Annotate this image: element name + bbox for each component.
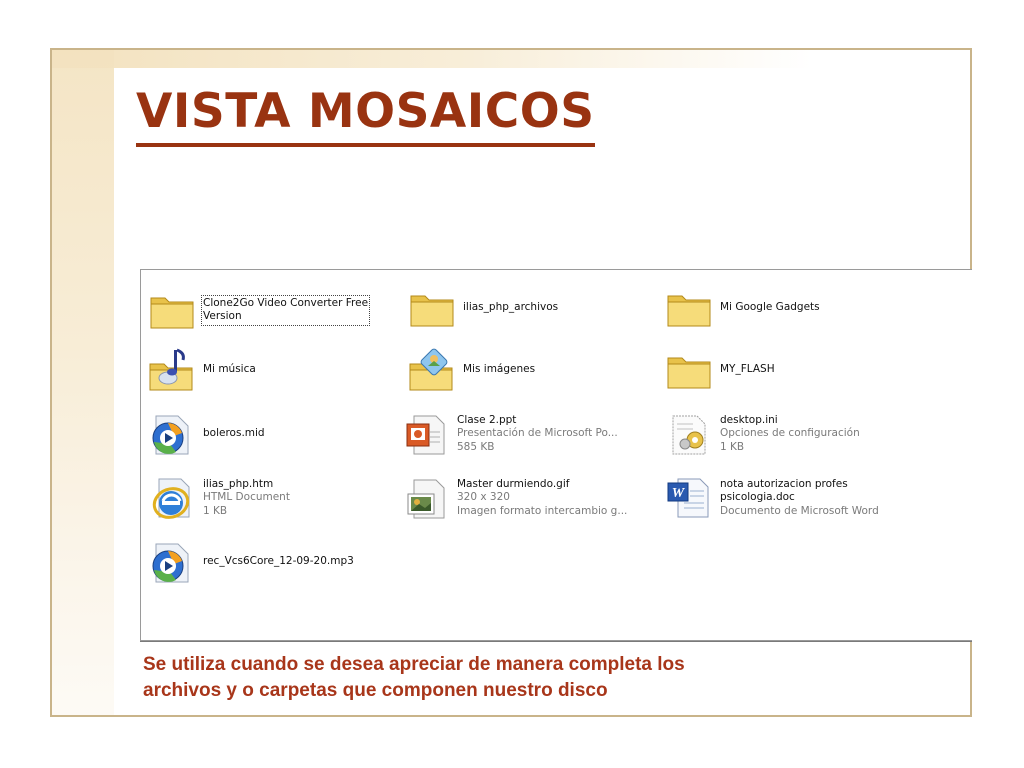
tile-nota-autorizacion-doc[interactable] <box>663 470 879 526</box>
tile-file-type: Opciones de configuración <box>720 427 860 440</box>
tile-clone2go-folder[interactable] <box>146 282 368 338</box>
tile-rec-vcs6core-mp3[interactable] <box>146 534 354 590</box>
tile-name: Version <box>203 310 242 322</box>
powerpoint-file-icon <box>400 408 452 460</box>
tile-master-durmiendo-gif[interactable] <box>400 470 627 526</box>
media-player-icon <box>146 408 198 460</box>
internet-explorer-icon <box>146 472 198 524</box>
tile-file-size: 585 KB <box>457 440 495 453</box>
tile-name: MY_FLASH <box>720 363 775 376</box>
tile-file-size: 1 KB <box>203 504 228 517</box>
tile-mis-imagenes-folder[interactable] <box>406 342 535 398</box>
folder-icon <box>663 282 715 334</box>
tile-file-size: 1 KB <box>720 440 745 453</box>
decorative-corner-overlay <box>52 50 114 715</box>
tile-name: Master durmiendo.gif <box>457 477 570 490</box>
tile-name: ilias_php_archivos <box>463 301 559 314</box>
tile-file-type: Imagen formato intercambio g... <box>457 504 628 517</box>
tile-dimensions: 320 x 320 <box>457 491 510 504</box>
folder-icon <box>406 282 458 334</box>
tile-name: Mi música <box>203 363 256 376</box>
caption-line: Se utiliza cuando se desea apreciar de manera completa los <box>143 654 685 675</box>
tile-ilias-php-htm[interactable] <box>146 470 290 526</box>
tile-name: nota autorizacion profes <box>720 477 848 490</box>
svg-text:W: W <box>671 486 685 501</box>
music-folder-icon <box>146 344 198 396</box>
media-player-icon <box>146 536 198 588</box>
tile-name: ilias_php.htm <box>203 477 274 490</box>
ini-settings-file-icon <box>663 408 715 460</box>
word-document-icon <box>663 472 715 524</box>
tile-name: Clone2Go Video Converter Free <box>203 296 369 309</box>
tile-my-flash-folder[interactable] <box>663 342 775 398</box>
tile-name: Clase 2.ppt <box>457 413 517 426</box>
tile-desktop-ini[interactable] <box>663 406 860 462</box>
decorative-corner-horizontal <box>52 50 812 68</box>
explorer-bottom-border <box>140 641 972 642</box>
pictures-folder-icon <box>406 344 458 396</box>
tile-file-type: Presentación de Microsoft Po... <box>457 427 618 440</box>
caption-line: archivos y o carpetas que componen nuestro disco <box>143 680 608 701</box>
tile-mi-musica-folder[interactable] <box>146 342 256 398</box>
tile-name: desktop.ini <box>720 413 778 426</box>
tile-name: boleros.mid <box>203 427 265 440</box>
slide-caption <box>143 652 943 704</box>
folder-icon <box>663 344 715 396</box>
tile-name: Mis imágenes <box>463 363 536 376</box>
slide-title: VISTA MOSAICOS <box>136 88 595 147</box>
tile-ilias-php-archivos-folder[interactable] <box>406 280 558 336</box>
tile-file-type: Documento de Microsoft Word <box>720 504 879 517</box>
folder-icon <box>146 284 198 336</box>
tile-mi-google-gadgets-folder[interactable] <box>663 280 820 336</box>
gif-image-file-icon <box>400 472 452 524</box>
tile-name: rec_Vcs6Core_12-09-20.mp3 <box>203 555 354 568</box>
tile-name: psicologia.doc <box>720 491 795 504</box>
tile-clase-2-ppt[interactable] <box>400 406 618 462</box>
tile-file-type: HTML Document <box>203 491 290 504</box>
tile-name: Mi Google Gadgets <box>720 301 820 314</box>
tile-boleros-mid[interactable] <box>146 406 265 462</box>
